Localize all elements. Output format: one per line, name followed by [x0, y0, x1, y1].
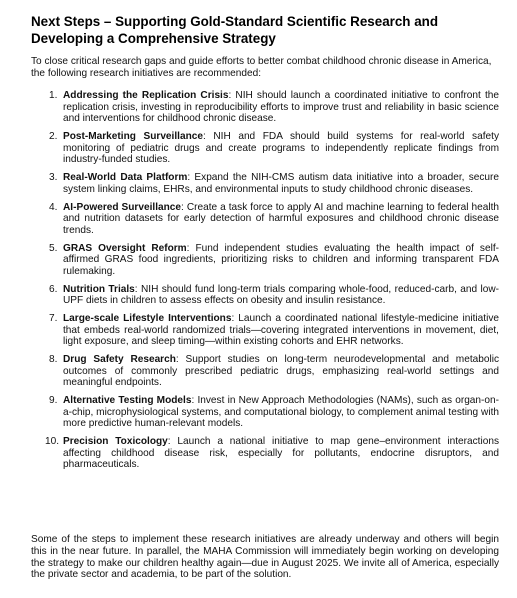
list-item-term: Nutrition Trials [63, 283, 135, 295]
list-item-description: : Fund independent studies evaluating the health impact of self-affirmed GRAS food ingredients, prioritizing risks to children and informing transparent FDA rulemaking. [63, 242, 499, 277]
list-item-number: 7. [49, 313, 58, 324]
section-heading: Next Steps – Supporting Gold-Standard Scientific Research and Developing a Comprehensive Strategy [31, 14, 439, 46]
list-item [31, 436, 499, 471]
list-item-term: Real-World Data Platform [63, 172, 188, 183]
list-item [31, 243, 499, 278]
list-item-term: Addressing the Replication Crisis [63, 90, 229, 101]
list-item-number: 8. [49, 354, 58, 365]
list-item-description: : Launch a national initiative to map gene–environment interactions affecting childhood disease risk, especially for pollutants, endocrine disruptors, and pharmaceuticals. [63, 436, 499, 470]
list-item [31, 395, 499, 430]
list-item-number: 6. [49, 283, 58, 295]
list-item [31, 90, 499, 125]
list-item-description: : Invest in New Approach Methodologies (NAMs), such as organ-on-a-chip, microphysiological systems, and computational biology, to complement animal testing with more predictive human-relevant models. [63, 395, 499, 429]
list-item-description: : Create a task force to apply AI and machine learning to federal health and nutrition datasets for early detection of harmful exposures and childhood chronic disease trends. [63, 201, 499, 236]
list-item-description: : NIH and FDA should build systems for real-world safety monitoring of pediatric drugs and create programs to independently replicate findings from industry-funded studies. [63, 131, 499, 165]
list-item-term: AI-Powered Surveillance [63, 201, 182, 213]
list-item-number: 2. [49, 131, 58, 142]
list-item [31, 284, 499, 307]
list-item-number: 5. [49, 242, 58, 254]
list-item-term: Drug Safety Research [63, 354, 176, 365]
list-item-number: 10. [45, 436, 60, 447]
intro-paragraph: To close critical research gaps and guide efforts to better combat childhood chronic disease in America, the following research initiatives are recommended: [31, 56, 492, 79]
list-item-number: 1. [49, 90, 58, 101]
list-item [31, 131, 499, 166]
list-item-term: Alternative Testing Models [63, 395, 192, 406]
list-item-description: : NIH should fund long-term trials comparing whole-food, reduced-carb, and low-UPF diets in children to assess effects on obesity and insulin resistance. [63, 283, 499, 306]
closing-paragraph: Some of the steps to implement these research initiatives are already underway and others will begin this in the near future. In parallel, the MAHA Commission will immediately begin working on developing the strategy to make our children healthy again—due in August 2025. We invite all of America, especially the private sector and academia, to be part of the solution. [31, 534, 499, 581]
list-item-number: 9. [49, 395, 58, 406]
list-item [31, 313, 499, 348]
list-item-number: 3. [49, 172, 58, 183]
list-item-description: : Support studies on long-term neurodevelopmental and metabolic outcomes of commonly prescribed pediatric drugs, emphasizing real-world settings and meaningful endpoints. [63, 354, 500, 388]
list-item-description: : Launch a coordinated national lifestyle-medicine initiative that embeds real-world randomized trials—covering integrated interventions in movement, diet, light exposure, and sleep timing—within existing cohorts and EHR networks. [63, 313, 499, 347]
list-item [31, 354, 499, 389]
list-item-term: Post-Marketing Surveillance [63, 131, 203, 142]
list-item-number: 4. [49, 201, 58, 213]
list-item-description: : NIH should launch a coordinated initiative to confront the replication crisis, investing in reproducibility efforts to improve trust and reliability in basic science and interventions for childhood chronic disease. [63, 90, 499, 124]
list-item [31, 202, 499, 237]
research-initiatives-list [31, 90, 499, 471]
list-item [31, 172, 499, 195]
list-item-term: Large-scale Lifestyle Interventions [63, 313, 232, 324]
list-item-term: GRAS Oversight Reform [63, 242, 187, 254]
list-item-description: : Expand the NIH-CMS autism data initiative into a broader, secure system linking claims, EHRs, and environmental inputs to study childhood chronic diseases. [63, 172, 499, 195]
list-item-term: Precision Toxicology [63, 436, 168, 447]
